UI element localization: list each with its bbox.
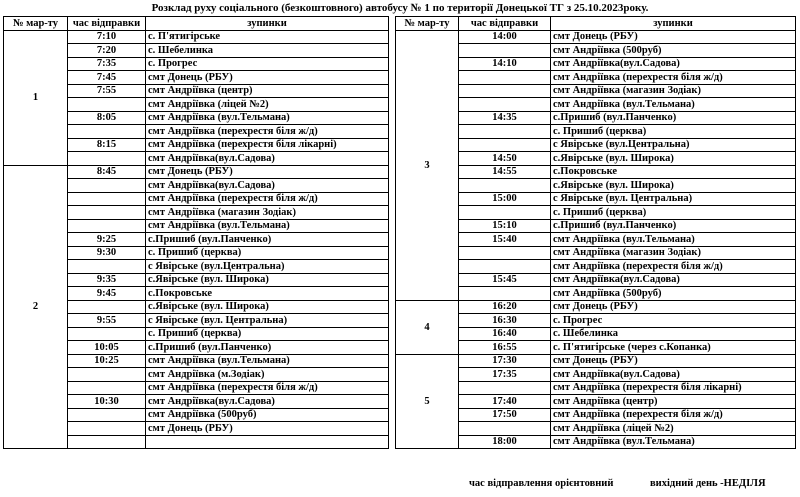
- stop-name: смт Андріївка (вул.Тельмана): [551, 435, 796, 449]
- stop-name: с. Прогрес: [551, 314, 796, 328]
- schedule-table-right: [395, 16, 796, 449]
- stop-name: смт Андріївка (перехрестя біля лікарні): [146, 138, 389, 152]
- stop-name: смт Андріївка(вул.Садова): [146, 179, 389, 193]
- header-route: № мар-ту: [4, 17, 68, 31]
- stop-name: с. Пришиб (церква): [146, 246, 389, 260]
- departure-time: 10:05: [68, 341, 146, 355]
- departure-time: [68, 206, 146, 220]
- departure-time: 18:00: [459, 435, 551, 449]
- departure-time: 14:35: [459, 111, 551, 125]
- stop-name: с.Пришиб (вул.Панченко): [146, 233, 389, 247]
- route-number: 1: [4, 30, 68, 165]
- departure-time: [68, 422, 146, 436]
- table-header-row: [396, 17, 796, 31]
- departure-time: [68, 300, 146, 314]
- stop-name: смт Андріївка (500руб): [146, 408, 389, 422]
- stop-name: с.Пришиб (вул.Панченко): [146, 341, 389, 355]
- stop-name: смт Андріївка (вул.Тельмана): [146, 111, 389, 125]
- stop-name: смт Андріївка (перехрестя біля ж/д): [146, 192, 389, 206]
- departure-time: 7:55: [68, 84, 146, 98]
- departure-time: [68, 179, 146, 193]
- route-number: 2: [4, 165, 68, 449]
- departure-time: 8:05: [68, 111, 146, 125]
- departure-time: 9:55: [68, 314, 146, 328]
- departure-time: 14:50: [459, 152, 551, 166]
- stop-name: смт Андріївка (перехрестя біля ж/д): [551, 408, 796, 422]
- stop-name: смт Андріївка (ліцей №2): [551, 422, 796, 436]
- header-route: № мар-ту: [396, 17, 459, 31]
- header-time: час відправки: [459, 17, 551, 31]
- route-number: 5: [396, 354, 459, 449]
- departure-time: 17:50: [459, 408, 551, 422]
- departure-time: 14:10: [459, 57, 551, 71]
- departure-time: 8:45: [68, 165, 146, 179]
- stop-name: с. П'ятигірське: [146, 30, 389, 44]
- departure-time: 17:35: [459, 368, 551, 382]
- departure-time: 16:40: [459, 327, 551, 341]
- departure-time: [459, 206, 551, 220]
- departure-time: [68, 327, 146, 341]
- departure-time: 17:30: [459, 354, 551, 368]
- departure-time: [459, 381, 551, 395]
- table-row: [4, 165, 389, 179]
- departure-time: [68, 125, 146, 139]
- departure-time: [68, 435, 146, 449]
- departure-time: 15:00: [459, 192, 551, 206]
- stop-name: смт Андріївка(вул.Садова): [551, 273, 796, 287]
- departure-time: [459, 260, 551, 274]
- departure-time: 15:10: [459, 219, 551, 233]
- stop-name: с Явірське (вул.Центральна): [551, 138, 796, 152]
- departure-time: [459, 246, 551, 260]
- departure-time: 10:30: [68, 395, 146, 409]
- stop-name: [146, 435, 389, 449]
- departure-time: [68, 192, 146, 206]
- stop-name: с.Явірське (вул. Широка): [551, 152, 796, 166]
- stop-name: с.Покровське: [551, 165, 796, 179]
- departure-time: 14:00: [459, 30, 551, 44]
- stop-name: смт Андріївка(вул.Садова): [146, 152, 389, 166]
- departure-time: [459, 287, 551, 301]
- stop-name: с.Явірське (вул. Широка): [146, 300, 389, 314]
- stop-name: смт Андріївка (магазин Зодіак): [551, 246, 796, 260]
- stop-name: смт Андріївка (перехрестя біля ж/д): [146, 381, 389, 395]
- stop-name: смт Андріївка (500руб): [551, 44, 796, 58]
- schedule-body-left: [4, 30, 389, 449]
- departure-time: 10:25: [68, 354, 146, 368]
- departure-time: 9:45: [68, 287, 146, 301]
- stop-name: смт Андріївка (перехрестя біля лікарні): [551, 381, 796, 395]
- departure-time: [459, 84, 551, 98]
- departure-time: 7:20: [68, 44, 146, 58]
- stop-name: смт Андріївка (центр): [146, 84, 389, 98]
- stop-name: смт Андріївка (перехрестя біля ж/д): [146, 125, 389, 139]
- departure-time: [68, 98, 146, 112]
- header-stops: зупинки: [146, 17, 389, 31]
- header-stops: зупинки: [551, 17, 796, 31]
- stop-name: смт Донець (РБУ): [551, 354, 796, 368]
- departure-time: [68, 152, 146, 166]
- departure-time: [459, 71, 551, 85]
- stop-name: с Явірське (вул. Центральна): [551, 192, 796, 206]
- departure-time: 16:30: [459, 314, 551, 328]
- stop-name: смт Андріївка (500руб): [551, 287, 796, 301]
- departure-time: [68, 381, 146, 395]
- departure-time: [68, 368, 146, 382]
- stop-name: с.Явірське (вул. Широка): [551, 179, 796, 193]
- departure-time: [68, 260, 146, 274]
- stop-name: с.Пришиб (вул.Панченко): [551, 219, 796, 233]
- stop-name: смт Донець (РБУ): [146, 422, 389, 436]
- stop-name: с.Покровське: [146, 287, 389, 301]
- schedule-body-right: [396, 30, 796, 449]
- stop-name: смт Донець (РБУ): [551, 30, 796, 44]
- departure-time: 9:35: [68, 273, 146, 287]
- stop-name: смт Андріївка (м.Зодіак): [146, 368, 389, 382]
- stop-name: смт Андріївка (магазин Зодіак): [146, 206, 389, 220]
- table-row: [396, 354, 796, 368]
- departure-time: 7:10: [68, 30, 146, 44]
- departure-time: [459, 98, 551, 112]
- departure-time: 16:20: [459, 300, 551, 314]
- stop-name: смт Андріївка (вул.Тельмана): [146, 219, 389, 233]
- departure-time: 16:55: [459, 341, 551, 355]
- departure-time: 7:45: [68, 71, 146, 85]
- departure-time: [459, 138, 551, 152]
- departure-time: 8:15: [68, 138, 146, 152]
- departure-time: 15:40: [459, 233, 551, 247]
- departure-time: [68, 408, 146, 422]
- departure-time: [459, 422, 551, 436]
- departure-time: [459, 44, 551, 58]
- stop-name: смт Донець (РБУ): [551, 300, 796, 314]
- footer-note-day: вихідний день -НЕДІЛЯ: [650, 478, 766, 489]
- stop-name: смт Андріївка(вул.Садова): [551, 57, 796, 71]
- stop-name: с Явірське (вул. Центральна): [146, 314, 389, 328]
- stop-name: смт Андріївка (перехрестя біля ж/д): [551, 260, 796, 274]
- stop-name: смт Донець (РБУ): [146, 165, 389, 179]
- stop-name: с. Шебелинка: [146, 44, 389, 58]
- departure-time: [459, 125, 551, 139]
- stop-name: с. П'ятигірське (через с.Копанка): [551, 341, 796, 355]
- schedule-table-left: [3, 16, 389, 449]
- stop-name: с. Пришиб (церква): [551, 206, 796, 220]
- table-header-row: [4, 17, 389, 31]
- departure-time: 7:35: [68, 57, 146, 71]
- stop-name: смт Донець (РБУ): [146, 71, 389, 85]
- departure-time: 14:55: [459, 165, 551, 179]
- table-row: [4, 30, 389, 44]
- departure-time: 15:45: [459, 273, 551, 287]
- route-number: 4: [396, 300, 459, 354]
- stop-name: с. Пришиб (церква): [146, 327, 389, 341]
- stop-name: смт Андріївка (перехрестя біля ж/д): [551, 71, 796, 85]
- table-row: [396, 300, 796, 314]
- stop-name: с Явірське (вул.Центральна): [146, 260, 389, 274]
- stop-name: с. Шебелинка: [551, 327, 796, 341]
- stop-name: смт Андріївка (вул.Тельмана): [146, 354, 389, 368]
- stop-name: смт Андріївка (магазин Зодіак): [551, 84, 796, 98]
- route-number: 3: [396, 30, 459, 300]
- departure-time: 9:30: [68, 246, 146, 260]
- stop-name: с. Прогрес: [146, 57, 389, 71]
- table-row: [396, 30, 796, 44]
- departure-time: [459, 179, 551, 193]
- footer-note-time: час відправлення орієнтовний: [469, 478, 614, 489]
- stop-name: смт Андріївка (центр): [551, 395, 796, 409]
- departure-time: [68, 219, 146, 233]
- header-time: час відправки: [68, 17, 146, 31]
- stop-name: смт Андріївка (вул.Тельмана): [551, 233, 796, 247]
- stop-name: смт Андріївка (ліцей №2): [146, 98, 389, 112]
- page-title: Розклад руху соціального (безкоштовного) автобусу № 1 по території Донецької ТГ з 25.10.2023року.: [151, 2, 649, 14]
- stop-name: смт Андріївка(вул.Садова): [146, 395, 389, 409]
- departure-time: 17:40: [459, 395, 551, 409]
- stop-name: смт Андріївка (вул.Тельмана): [551, 98, 796, 112]
- stop-name: с. Пришиб (церква): [551, 125, 796, 139]
- departure-time: 9:25: [68, 233, 146, 247]
- stop-name: с.Явірське (вул. Широка): [146, 273, 389, 287]
- stop-name: с.Пришиб (вул.Панченко): [551, 111, 796, 125]
- stop-name: смт Андріївка(вул.Садова): [551, 368, 796, 382]
